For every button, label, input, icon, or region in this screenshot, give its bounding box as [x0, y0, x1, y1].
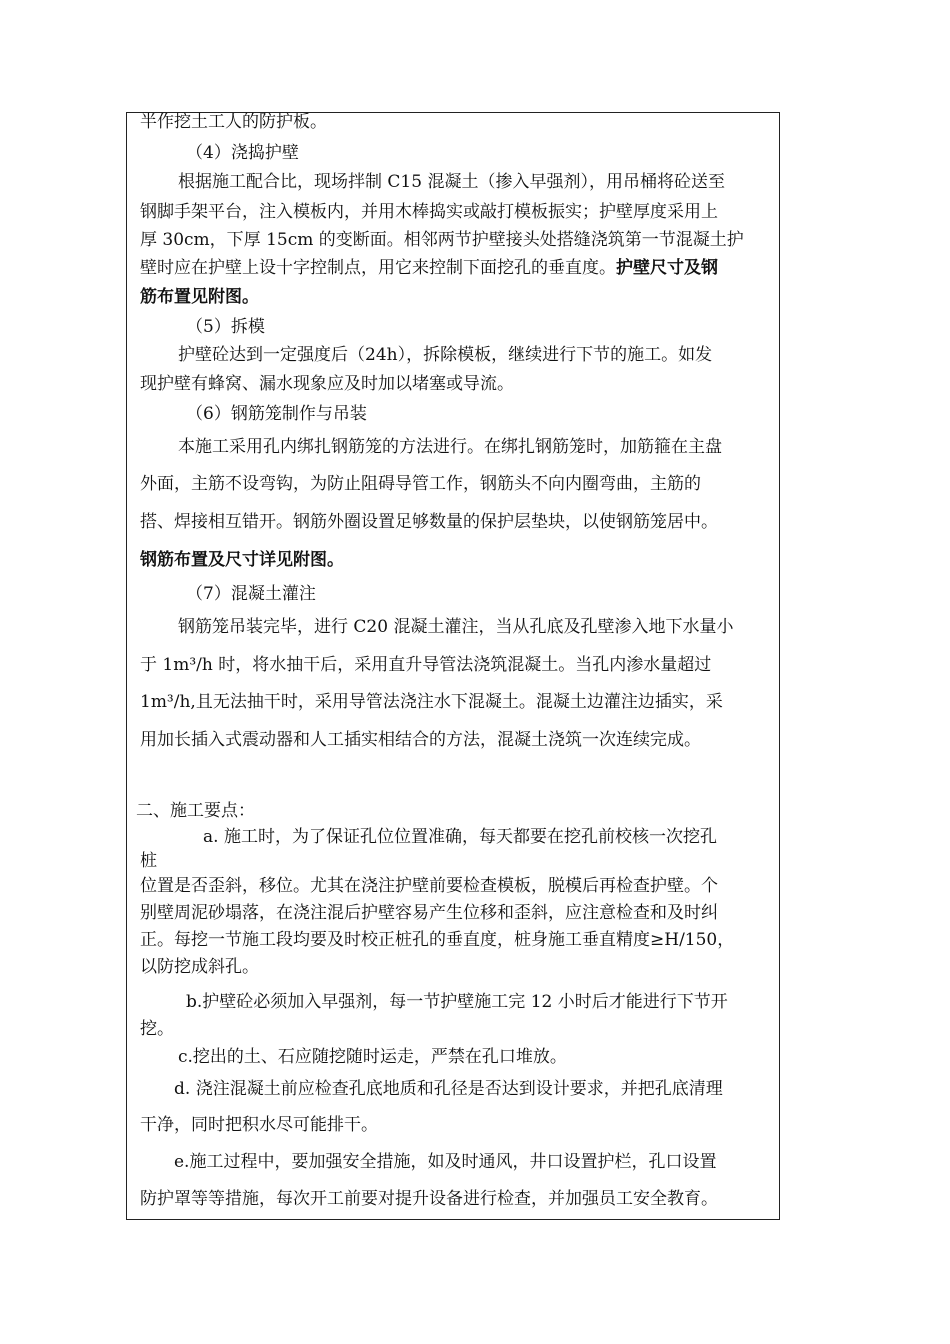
text-line: 外面，主筋不设弯钩，为防止阻碍导管工作，钢筋头不向内圈弯曲，主筋的 — [140, 474, 701, 494]
bold-note: 护壁尺寸及钢 — [616, 258, 718, 278]
bold-note: 钢筋布置及尺寸详见附图。 — [140, 550, 344, 570]
text-line: 别壁周泥砂塌落，在浇注混后护壁容易产生位移和歪斜，应注意检查和及时纠 — [140, 903, 718, 923]
text-line: 1m³/h,且无法抽干时，采用导管法浇注水下混凝土。混凝土边灌注边插实，采 — [140, 692, 723, 712]
text-line: e.施工过程中，要加强安全措施，如及时通风，井口设置护栏，孔口设置 — [174, 1152, 717, 1172]
text-line: 钢脚手架平台，注入模板内，并用木棒捣实或敲打模板振实；护壁厚度采用上 — [140, 202, 718, 222]
text-line: 用加长插入式震动器和人工插实相结合的方法，混凝土浇筑一次连续完成。 — [140, 730, 701, 750]
text-line: a. 施工时，为了保证孔位位置准确，每天都要在挖孔前校核一次挖孔 — [203, 827, 717, 847]
text-line: 干净，同时把积水尽可能排干。 — [140, 1115, 378, 1135]
text-line — [140, 258, 718, 278]
text-line: 厚 30cm，下厚 15cm 的变断面。相邻两节护壁接头处搭缝浇筑第一节混凝土护 — [140, 230, 744, 250]
section-heading: （7）混凝土灌注 — [186, 584, 316, 604]
text-segment: 壁时应在护壁上设十字控制点，用它来控制下面挖孔的垂直度。 — [140, 258, 616, 278]
text-line: 正。每挖一节施工段均要及时校正桩孔的垂直度，桩身施工垂直精度≥H/150， — [140, 930, 735, 950]
section-heading: （4）浇捣护壁 — [186, 143, 299, 163]
text-line: 本施工采用孔内绑扎钢筋笼的方法进行。在绑扎钢筋笼时，加筋箍在主盘 — [178, 437, 722, 457]
text-line: 现护壁有蜂窝、漏水现象应及时加以堵塞或导流。 — [140, 374, 514, 394]
section-heading: （6）钢筋笼制作与吊装 — [186, 404, 367, 424]
text-line: b.护壁砼必须加入早强剂，每一节护壁施工完 12 小时后才能进行下节开 — [186, 992, 728, 1012]
section-heading: （5）拆模 — [186, 317, 265, 337]
text-line: 钢筋笼吊装完毕，进行 C20 混凝土灌注，当从孔底及孔壁渗入地下水量小 — [178, 617, 734, 637]
section-heading: 二、施工要点： — [136, 801, 255, 821]
text-line: 根据施工配合比，现场拌制 C15 混凝土（掺入早强剂），用吊桶将砼送至 — [178, 172, 725, 192]
text-line: 搭、焊接相互错开。钢筋外圈设置足够数量的保护层垫块，以使钢筋笼居中。 — [140, 512, 718, 532]
bold-note: 筋布置见附图。 — [140, 287, 259, 307]
text-line: 防护罩等等措施，每次开工前要对提升设备进行检查，并加强员工安全教育。 — [140, 1189, 718, 1209]
text-line: 半作挖土工人的防护板。 — [140, 112, 327, 132]
text-line: 于 1m³/h 时，将水抽干后，采用直升导管法浇筑混凝土。当孔内渗水量超过 — [140, 655, 712, 675]
text-line: 桩 — [140, 851, 157, 871]
text-line: 位置是否歪斜，移位。尤其在浇注护壁前要检查模板，脱模后再检查护壁。个 — [140, 876, 718, 896]
text-line: 以防挖成斜孔。 — [140, 957, 259, 977]
text-line: c.挖出的土、石应随挖随时运走，严禁在孔口堆放。 — [178, 1047, 567, 1067]
text-line: 挖。 — [140, 1019, 174, 1039]
text-line: 护壁砼达到一定强度后（24h），拆除模板，继续进行下节的施工。如发 — [178, 345, 713, 365]
text-line: d. 浇注混凝土前应检查孔底地质和孔径是否达到设计要求，并把孔底清理 — [174, 1079, 723, 1099]
